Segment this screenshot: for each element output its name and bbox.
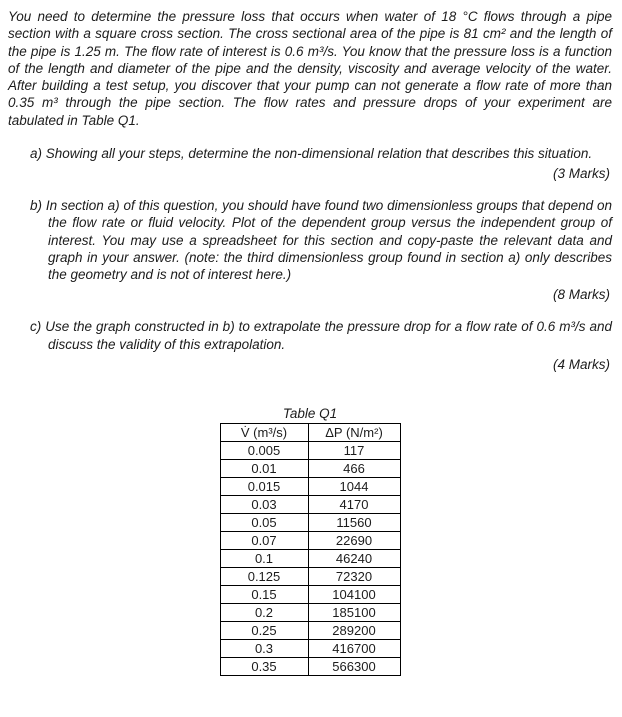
data-table bbox=[220, 423, 401, 676]
table-cell: 0.3 bbox=[220, 639, 308, 657]
part-c-marks: (4 Marks) bbox=[553, 356, 610, 372]
table-cell: 289200 bbox=[308, 621, 400, 639]
table-header-row bbox=[220, 423, 400, 441]
part-b-text: In section a) of this question, you should have found two dimensionless groups that depend on the flow rate or fluid velocity. Plot of the dependent group versus the independent group of interest. You may use a spreadsheet for this section and copy-paste the relevant data and graph in your answer. (note: the third dimensionless group found in section a) only describes the geometry and is not of interest here.) bbox=[45, 198, 612, 283]
table-row bbox=[220, 495, 400, 513]
part-a-marks: (3 Marks) bbox=[553, 166, 610, 182]
table-cell: 4170 bbox=[308, 495, 400, 513]
table-cell: 0.2 bbox=[220, 603, 308, 621]
table-cell: 0.005 bbox=[220, 441, 308, 459]
part-c-label: c) bbox=[30, 319, 42, 335]
table-section bbox=[8, 406, 612, 676]
data-table-body bbox=[220, 441, 400, 675]
part-c-body bbox=[30, 318, 612, 353]
part-b bbox=[30, 197, 612, 302]
table-caption: Table Q1 bbox=[282, 405, 338, 421]
part-a bbox=[30, 145, 612, 181]
table-cell: 0.1 bbox=[220, 549, 308, 567]
table-row bbox=[220, 513, 400, 531]
table-row bbox=[220, 639, 400, 657]
table-cell: 1044 bbox=[308, 477, 400, 495]
table-row bbox=[220, 585, 400, 603]
part-b-marks: (8 Marks) bbox=[553, 287, 610, 303]
table-cell: 0.03 bbox=[220, 495, 308, 513]
table-cell: 0.05 bbox=[220, 513, 308, 531]
table-row bbox=[220, 621, 400, 639]
table-cell: 0.15 bbox=[220, 585, 308, 603]
table-cell: 566300 bbox=[308, 657, 400, 675]
table-row bbox=[220, 549, 400, 567]
table-row bbox=[220, 441, 400, 459]
table-cell: 11560 bbox=[308, 513, 400, 531]
table-row bbox=[220, 531, 400, 549]
table-cell: 416700 bbox=[308, 639, 400, 657]
part-c-text: Use the graph constructed in b) to extrapolate the pressure drop for a flow rate of 0.6 m³/s and discuss the validity of this extrapolation. bbox=[45, 319, 612, 352]
table-cell: 466 bbox=[308, 459, 400, 477]
table-row bbox=[220, 657, 400, 675]
part-a-body bbox=[30, 145, 612, 162]
part-a-text: Showing all your steps, determine the non-dimensional relation that describes this situation. bbox=[45, 145, 593, 161]
intro-paragraph: You need to determine the pressure loss that occurs when water of 18 °C flows through a pipe section with a square cross section. The cross sectional area of the pipe is 81 cm² and the length of the pipe is 1.25 m. The flow rate of interest is 0.6 m³/s. You know that the pressure loss is a function of the length and diameter of the pipe and the density, viscosity and average velocity of the water. After building a test setup, you discover that your pump can not generate a flow rate of more than 0.35 m³ through the pipe section. The flow rates and pressure drops of your experiment are tabulated in Table Q1. bbox=[8, 9, 612, 128]
part-c bbox=[30, 318, 612, 372]
table-row bbox=[220, 567, 400, 585]
part-b-label: b) bbox=[30, 198, 43, 214]
table-cell: 0.015 bbox=[220, 477, 308, 495]
table-header-flow-rate: V̇ (m³/s) bbox=[220, 423, 308, 441]
table-cell: 0.35 bbox=[220, 657, 308, 675]
table-cell: 46240 bbox=[308, 549, 400, 567]
table-cell: 117 bbox=[308, 441, 400, 459]
table-cell: 0.25 bbox=[220, 621, 308, 639]
table-row bbox=[220, 477, 400, 495]
part-a-label: a) bbox=[30, 145, 43, 161]
table-cell: 72320 bbox=[308, 567, 400, 585]
table-cell: 22690 bbox=[308, 531, 400, 549]
table-row bbox=[220, 459, 400, 477]
table-cell: 0.01 bbox=[220, 459, 308, 477]
table-cell: 0.125 bbox=[220, 567, 308, 585]
table-row bbox=[220, 603, 400, 621]
table-cell: 0.07 bbox=[220, 531, 308, 549]
table-cell: 185100 bbox=[308, 603, 400, 621]
table-header-pressure-drop: ΔP (N/m²) bbox=[308, 423, 400, 441]
part-b-body bbox=[30, 197, 612, 283]
table-cell: 104100 bbox=[308, 585, 400, 603]
